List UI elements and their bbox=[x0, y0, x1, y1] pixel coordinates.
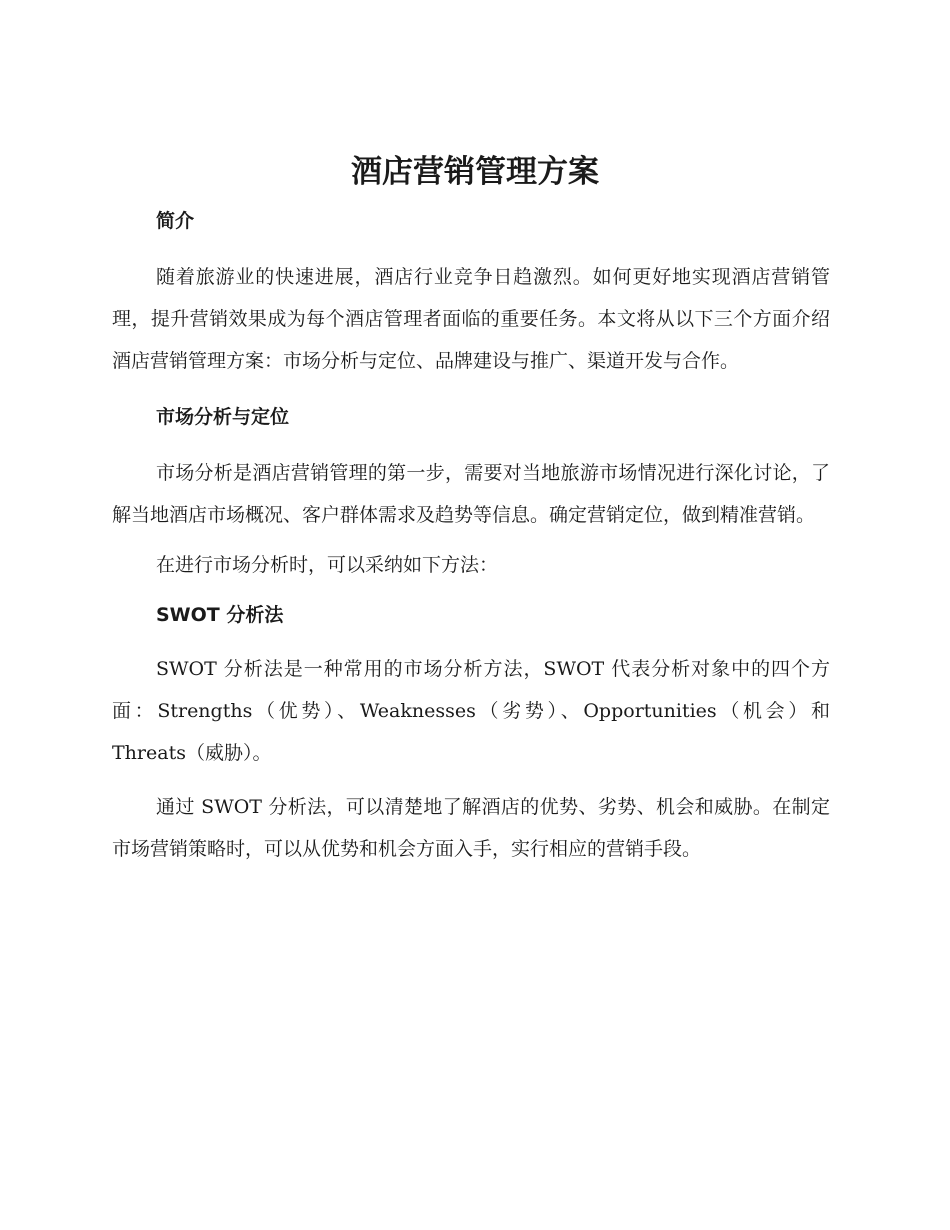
method-intro-paragraph: 在进行市场分析时，可以采纳如下方法： bbox=[156, 554, 499, 576]
intro-paragraph: 随着旅游业的快速进展，酒店行业竞争日趋激烈。如何更好地实现酒店营销管理，提升营销效果成为每个酒店管理者面临的重要任务。本文将从以下三个方面介绍酒店营销管理方案：市场分析与定位、品牌建设与推广、渠道开发与合作。 bbox=[112, 266, 830, 372]
document-body bbox=[112, 200, 830, 870]
market-analysis-paragraph: 市场分析是酒店营销管理的第一步，需要对当地旅游市场情况进行深化讨论，了解当地酒店市场概况、客户群体需求及趋势等信息。确定营销定位，做到精准营销。 bbox=[112, 462, 830, 526]
section-heading-swot: SWOT 分析法 bbox=[156, 604, 284, 626]
swot-definition-paragraph: SWOT 分析法是一种常用的市场分析方法，SWOT 代表分析对象中的四个方面：Strengths（优势）、Weaknesses（劣势）、Opportunities（机会）和 Threats（威胁）。 bbox=[112, 658, 830, 764]
swot-usage-paragraph: 通过 SWOT 分析法，可以清楚地了解酒店的优势、劣势、机会和威胁。在制定市场营销策略时，可以从优势和机会方面入手，实行相应的营销手段。 bbox=[112, 796, 830, 860]
section-heading-market-analysis: 市场分析与定位 bbox=[156, 406, 290, 428]
section-heading-intro: 简介 bbox=[156, 210, 195, 232]
document-title: 酒店营销管理方案 bbox=[351, 154, 599, 190]
